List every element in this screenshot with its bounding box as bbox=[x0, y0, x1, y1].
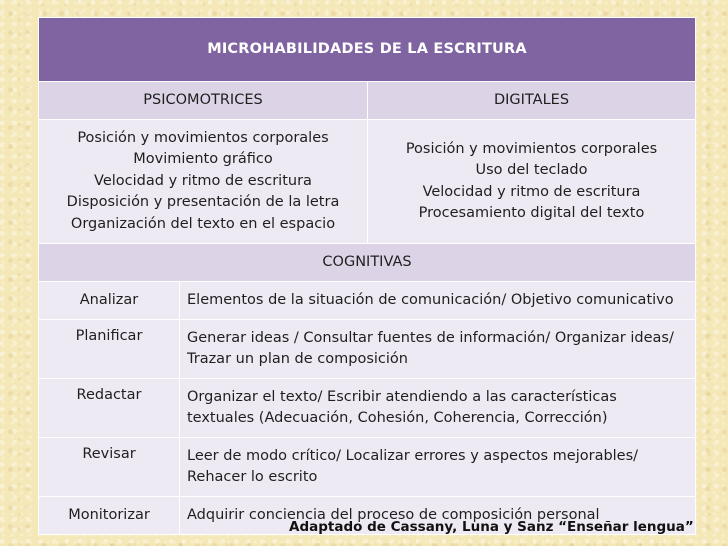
row-desc-line: textuales (Adecuación, Cohesión, Coherencia, Corrección) bbox=[187, 410, 608, 426]
row-desc-planificar bbox=[180, 320, 696, 379]
source-credit: Adaptado de Cassany, Luna y Sanz “Enseñar lengua” bbox=[289, 519, 694, 535]
list-item: Procesamiento digital del texto bbox=[418, 205, 645, 221]
list-item: Posición y movimientos corporales bbox=[405, 140, 658, 157]
header-digitales: DIGITALES bbox=[368, 82, 696, 120]
list-item: Organización del texto en el espacio bbox=[70, 215, 336, 232]
row-label-planificar: Planificar bbox=[39, 320, 180, 379]
row-desc-revisar bbox=[180, 438, 696, 497]
row-desc-line: Trazar un plan de composición bbox=[187, 351, 408, 367]
row-desc-line: Organizar el texto/ Escribir atendiendo a las características bbox=[187, 388, 617, 405]
table-row bbox=[39, 320, 696, 379]
row-desc-redactar bbox=[180, 379, 696, 438]
row-desc-line: Generar ideas / Consultar fuentes de información/ Organizar ideas/ bbox=[187, 329, 674, 346]
table-row bbox=[39, 379, 696, 438]
header-cognitivas: COGNITIVAS bbox=[39, 244, 696, 282]
row-label-analizar: Analizar bbox=[39, 282, 180, 320]
table-row bbox=[39, 438, 696, 497]
list-item: Posición y movimientos corporales bbox=[77, 129, 329, 146]
list-item: Velocidad y ritmo de escritura bbox=[94, 172, 312, 189]
list-item: Uso del teclado bbox=[475, 162, 588, 178]
table-row bbox=[39, 282, 696, 320]
row-desc-line: Elementos de la situación de comunicación/ Objetivo comunicativo bbox=[187, 291, 674, 308]
row-desc-line: Adquirir conciencia del proceso de composición personal bbox=[187, 506, 600, 523]
row-label-monitorizar: Monitorizar bbox=[39, 497, 180, 535]
psicomotrices-list bbox=[39, 120, 368, 244]
row-desc-line: Rehacer lo escrito bbox=[187, 469, 318, 485]
digitales-list bbox=[368, 120, 696, 244]
table-title: MICROHABILIDADES DE LA ESCRITURA bbox=[39, 18, 696, 82]
row-desc-line: Leer de modo crítico/ Localizar errores y aspectos mejorables/ bbox=[187, 447, 639, 464]
row-desc-analizar bbox=[180, 282, 696, 320]
header-psicomotrices: PSICOMOTRICES bbox=[39, 82, 368, 120]
row-label-redactar: Redactar bbox=[39, 379, 180, 438]
list-item: Velocidad y ritmo de escritura bbox=[422, 183, 641, 200]
list-item: Movimiento gráfico bbox=[133, 151, 273, 168]
row-label-revisar: Revisar bbox=[39, 438, 180, 497]
microhabilidades-table bbox=[38, 17, 696, 535]
list-item: Disposición y presentación de la letra bbox=[66, 194, 340, 211]
